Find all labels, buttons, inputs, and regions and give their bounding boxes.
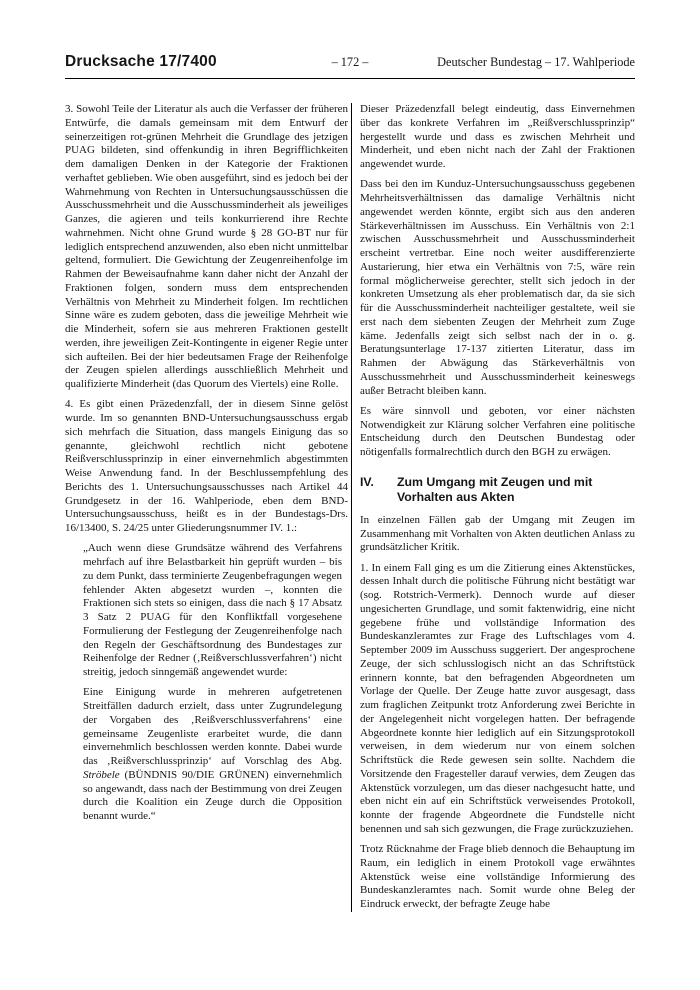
section-heading — [360, 475, 635, 505]
paragraph: 1. In einem Fall ging es um die Zitierung eines Aktenstückes, dessen Inhalt durch die politische Führung nicht bestätigt war (sog. Rotstrich-Vermerk). Dennoch wurde auf dieser ungesicherten Grundlage, und somit faktenwidrig, eine nicht gegebene frühe und vollständige Information des Bundeskanzleramtes zur Frage des Luftschlages vom 4. September 2009 im Ausschuss suggeriert. Der angesprochene Zeuge, der sich schlusslogisch nicht an das Schriftstück erinnern konnte, bat den befragenden Abgeordneten um Vorlage der Quelle. Der Zeuge hatte zuvor ausgesagt, dass zum fraglichen Zeitpunkt trotz Anforderung zwei Berichte in der Angelegenheit nicht vorgelegen hatten. Der befragende Abgeordnete konnte hier lediglich auf ein Sitzungsprotokoll verweisen, in dem wiederum nur von einem solchen Schriftstück die Rede gewesen sein sollte. Nachdem die Vorsitzende den Fragesteller darauf verwies, dem Zeugen das Aktenstück vorzulegen, um das dieser nachgesucht hatte, und eben nicht ein auf ein Schriftstück verweisendes Protokoll, konnte der fragende Abgeordnete die Fundstelle nicht benennen und sah sich gezwungen, die Frage zurückzuziehen. — [360, 561, 635, 835]
header-right-text: Deutscher Bundestag – 17. Wahlperiode — [437, 55, 636, 69]
block-quote — [65, 686, 348, 824]
paragraph: Dieser Präzedenzfall belegt eindeutig, dass Einvernehmen über das konkrete Verfahren im „Reißverschlussprinzip“ hergestellt wurde und dass es zwischen Mehrheit und Minderheit, und eben nicht nach der Zahl der Fraktionen angewendet wurde. — [360, 103, 635, 170]
paragraph: In einzelnen Fällen gab der Umgang mit Zeugen im Zusammenhang mit Vorhalten von Akten deutlichen Anlass zu grundsätzlicher Kritik. — [360, 513, 635, 554]
page-header — [65, 0, 635, 79]
paragraph: 4. Es gibt einen Präzedenzfall, der in diesem Sinne gelöst wurde. Im so genannten BND-Untersuchungsausschuss ergab sich mehrfach die Situation, dass mangels Einigung das so genannte, gleichwohl rechtlich nicht gebotene Reißverschlussprinzip in einer einvernehmlich abgestimmten Weise Anwendung fand. In der Beschlussempfehlung des Berichts des 1. Untersuchungsausschusses nach Artikel 44 Grundgesetz in der 16. Wahlperiode, eben dem BND-Untersuchungsausschuss, heißt es in der Bundestags-Drs. 16/13400, S. 24/25 unter Gliederungsnummer IV. 1.: — [65, 398, 348, 534]
page-number: – 172 – — [331, 55, 369, 69]
two-column-body — [65, 103, 635, 912]
block-quote: „Auch wenn diese Grundsätze während des Verfahrens mehrfach auf ihre Belastbarkeit hin geprüft wurden – bis zu dem Punkt, dass terminierte Zeugenbefragungen wegen fehlender Akten abgesetzt wurden –, konnten die Fraktionen sich stets so einigen, dass die nach § 17 Absatz 3 Satz 2 PUAG für den Konfliktfall vorgesehene Formulierung der Festlegung der Zeugenreihenfolge nach den Regeln der Geschäftsordnung des Bundestages zur Reihenfolge der Redner (‚Reißverschlussverfahren‘) nicht streitig, jedoch sinngemäß angewendet wurde: — [83, 542, 342, 678]
quote-text: (BÜNDNIS 90/DIE GRÜNEN) einvernehmlich so angewandt, dass nach der Bestimmung von drei Zeugen durch die Koalition ein Zeuge durch die Opposition benannt wurde.“ — [83, 768, 342, 822]
person-name: Ströbele — [83, 768, 120, 781]
doc-number: Drucksache 17/7400 — [65, 53, 217, 70]
paragraph: Es wäre sinnvoll und geboten, vor einer nächsten Notwendigkeit zur Klärung solcher Verfahren eine politische Entscheidung durch den Deutschen Bundestag oder nötigenfalls formalrechtlich durch den BGH zu erwägen. — [360, 404, 635, 458]
paragraph: 3. Sowohl Teile der Literatur als auch die Verfasser der früheren Entwürfe, die damals gemeinsam mit dem Entwurf der seinerzeitigen rot-grünen Mehrheit die Grundlage des jetzigen PUAG bildeten, sind offenkundig in ihren Begrifflichkeiten dem damaligen Denken in der Kategorie der Fraktionen verhaftet geblieben. Wie oben ausgeführt, sind es jedoch bei der Wahrnehmung von Rechten in Untersuchungsausschüssen die Ausschussmehrheit und die Ausschussminderheit als jeweiliges Ganzes, die agieren und teils konkurrierend ihre Rechte wahrnehmen. Nicht ohne Grund wurde § 28 GO-BT nur für lediglich entsprechend anzuwenden, also eben nicht unmittelbar geltend, formuliert. Die Gewichtung der Zeugenreihenfolge im Rahmen der Beweisaufnahme kann daher nicht der Anzahl der Fraktionen folgen, sondern muss dem entsprechenden Verhältnis von Mehrheit zu Minderheit folgen. Im rechtlichen Sinne wäre es zudem geboten, dass die jeweilige Mehrheit wie die Minderheit, sofern sie aus mehreren Fraktionen gestellt werden, ihre jeweiligen Zeit-Kontingente in eigener Regie unter sich aufteilen. Bei der hier bedeutsamen Frage der Reihenfolge der Zeugen spielen allerdings ausschließlich Mehrheit und qualifizierte Minderheit (das Quorum des Viertels) eine Rolle. — [65, 103, 348, 390]
paragraph: Dass bei den im Kunduz-Untersuchungsausschuss gegebenen Mehrheitsverhältnissen das damalige Verhältnis nicht angewendet werden könnte, ergibt sich aus den anderen Stärkeverhältnissen im Ausschuss. Ein Verhältnis von 2:1 zwischen Ausschussmehrheit und Ausschussminderheit erscheint vertretbar. Eine noch weiter ausdifferenzierte Austarierung, hier etwa ein Verhältnis von 7:5, wäre rein formal möglicherweise gerechter, stellt sich jedoch in der konkreten Umsetzung als eher problematisch dar, da sie sich für die Ausschussminderheit nachteiliger gestaltete, weil sie erst nach dem siebenten Zeugen der Mehrheit zum Zuge käme. Jedenfalls zeigt sich selbst nach der in o. g. Beratungsunterlage 17-137 zitierten Literatur, dass im Rahmen der Abwägung das Stärkeverhältnis von Ausschussmehrheit und Ausschussminderheit keineswegs außer Betracht bleiben kann. — [360, 178, 635, 397]
column-divider — [351, 103, 352, 912]
quote-text: Eine Einigung wurde in mehreren aufgetretenen Streitfällen dadurch erzielt, dass unter Zugrundelegung der Vorgaben des ‚Reißverschlussverfahrens‘ eine gemeinsame Zeugenliste erarbeitet wurde, die dann einvernehmlich beschlossen werden konnte. Dabei wurde das ‚Reißverschlussprinzip‘ auf Vorschlag des Abg. — [83, 686, 342, 767]
section-title: Zum Umgang mit Zeugen und mit Vorhalten aus Akten — [397, 474, 593, 504]
left-column — [65, 103, 348, 912]
section-number: IV. — [360, 474, 374, 489]
paragraph: Trotz Rücknahme der Frage blieb dennoch die Behauptung im Raum, ein lediglich in einem Protokoll vage erwähntes Aktenstück weise eine vollständige Informierung des Bundeskanzleramtes nach. Somit wurde ohne Beleg der Eindruck erweckt, der befragte Zeuge habe — [360, 843, 635, 910]
right-column — [360, 103, 635, 912]
